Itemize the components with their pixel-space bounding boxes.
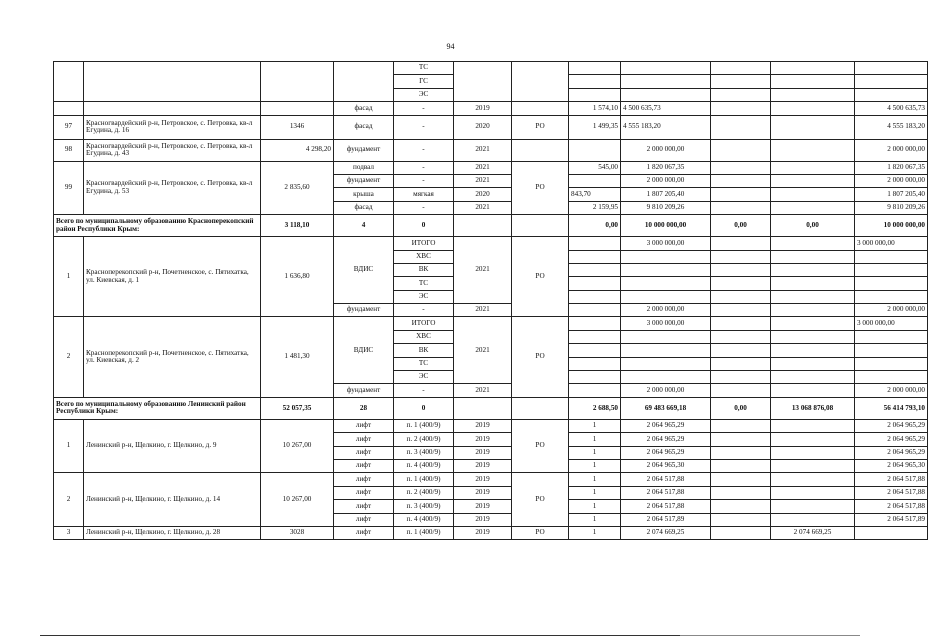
- table-row: ХВС: [54, 330, 928, 343]
- table-row: ХВС: [54, 250, 928, 263]
- table-row: фундамент - 2021 2 000 000,00 2 000 000,00: [54, 304, 928, 317]
- subtotal-row: Всего по муниципальному образованию Красноперекопский район Республики Крым: 3 118,10 4 0 0,00 10 000 000,00 0,00 0,00 10 000 000,00: [54, 215, 928, 237]
- table-row: лифт п. 2 (400/9) 2019 1 2 064 517,88 2 064 517,88: [54, 486, 928, 499]
- table-row: лифт п. 3 (400/9) 2019 1 2 064 517,88 2 064 517,88: [54, 500, 928, 513]
- capital-repair-table: [53, 61, 928, 540]
- scan-edge-line: [40, 635, 680, 636]
- table-row: лифт п. 4 (400/9) 2019 1 2 064 965,30 2 064 965,30: [54, 459, 928, 472]
- table-row: фундамент - 2021 2 000 000,00 2 000 000,00: [54, 384, 928, 397]
- table-row: 3 Ленинский р-н, Щелкино, г. Щелкино, д. 28 3028 лифт п. 1 (400/9) 2019 РО 1 2 074 669,25 2 074 669,25: [54, 526, 928, 539]
- table-row: ЭС: [54, 290, 928, 303]
- table-row: фундамент - 2021 2 000 000,00 2 000 000,00: [54, 174, 928, 187]
- page-number: 94: [446, 42, 455, 51]
- table-row: фасад - 2021 2 159,95 9 810 209,26 9 810 209,26: [54, 201, 928, 214]
- table-row: 2 Ленинский р-н, Щелкино, г. Щелкино, д. 14 10 267,00 лифт п. 1 (400/9) 2019 РО 1 2 064 517,88 2 064 517,88: [54, 473, 928, 486]
- table-row: ВК: [54, 263, 928, 276]
- table-row: ЭС: [54, 88, 928, 101]
- table-row: лифт п. 2 (400/9) 2019 1 2 064 965,29 2 064 965,29: [54, 433, 928, 446]
- scan-edge-line: [680, 635, 860, 636]
- table-row: ТС: [54, 62, 928, 75]
- table-row: 97 Красногвардейский р-н, Петровское, с. Петровка, кв-л Егудина, д. 16 1346 фасад - 2020 РО 1 499,35 4 555 183,20 4 555 183,20: [54, 115, 928, 139]
- table-row: 99 Красногвардейский р-н, Петровское, с. Петровка, кв-л Егудина, д. 53 2 835,60 подвал - 2021 РО 545,00 1 820 067,35 1 820 067,35: [54, 161, 928, 174]
- table-row: ТС: [54, 277, 928, 290]
- table-row: фасад - 2019 1 574,10 4 500 635,73 4 500 635,73: [54, 102, 928, 115]
- table-row: 1 Красноперекопский р-н, Почетненское, с. Пятихатка, ул. Киевская, д. 1 1 636,80 ВДИС ИТОГО 2021 РО 3 000 000,00 3 000 000,00: [54, 237, 928, 250]
- table-row: 98 Красногвардейский р-н, Петровское, с. Петровка, кв-л Егудина, д. 43 4 298,20 фундамент - 2021 2 000 000,00 2 000 000,00: [54, 139, 928, 161]
- table-row: крыша мягкая 2020 843,70 1 807 205,40 1 807 205,40: [54, 188, 928, 201]
- table-row: ВК: [54, 344, 928, 357]
- table-row: лифт п. 3 (400/9) 2019 1 2 064 965,29 2 064 965,29: [54, 446, 928, 459]
- table-row: 2 Красноперекопский р-н, Почетненское, с. Пятихатка, ул. Киевская, д. 2 1 481,30 ВДИС ИТОГО 2021 РО 3 000 000,00 3 000 000,00: [54, 317, 928, 330]
- table-row: лифт п. 4 (400/9) 2019 1 2 064 517,89 2 064 517,89: [54, 513, 928, 526]
- subtotal-row: Всего по муниципальному образованию Ленинский район Республики Крым: 52 057,35 28 0 2 688,50 69 483 669,18 0,00 13 068 876,08 56 414 793,10: [54, 397, 928, 419]
- table-row: ЭС: [54, 371, 928, 384]
- table-row: ТС: [54, 357, 928, 370]
- table-row: 1 Ленинский р-н, Щелкино, г. Щелкино, д. 9 10 267,00 лифт п. 1 (400/9) 2019 РО 1 2 064 965,29 2 064 965,29: [54, 419, 928, 432]
- table-row: ГС: [54, 75, 928, 88]
